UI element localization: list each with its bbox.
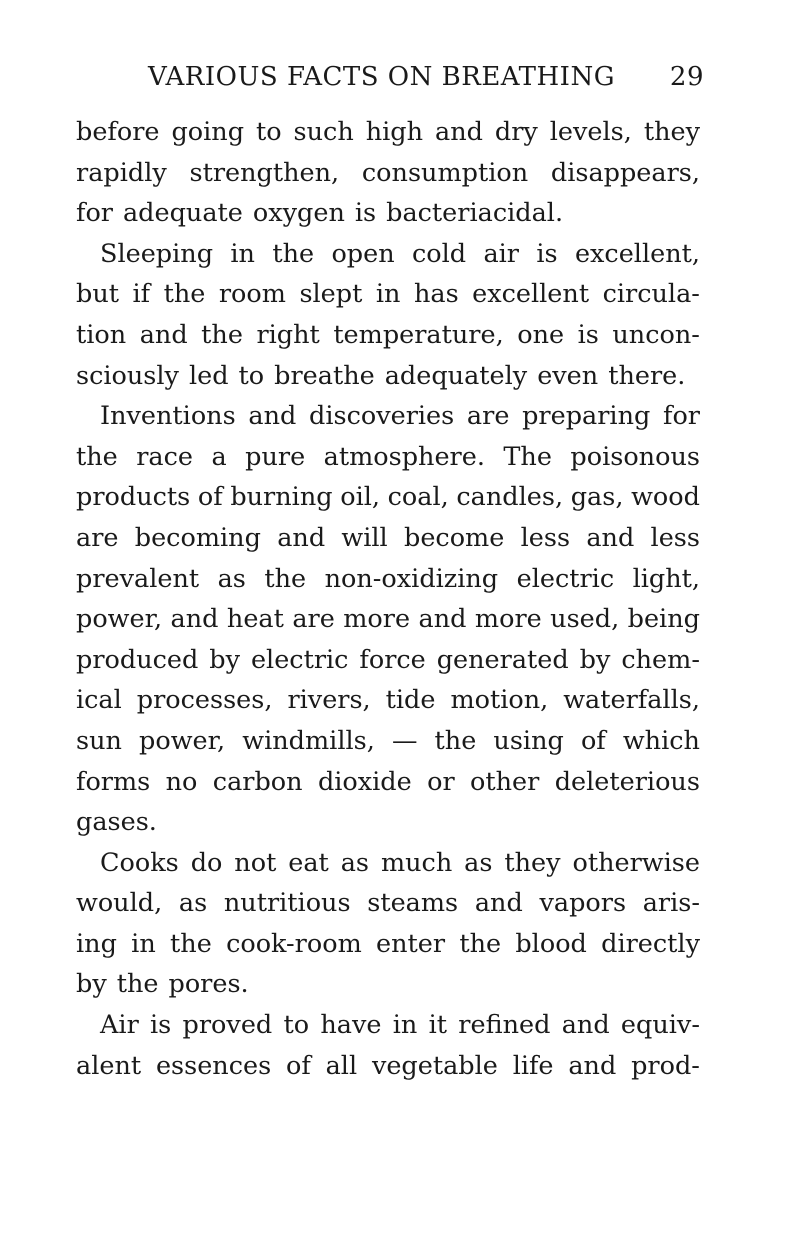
word: of [580,725,606,756]
word: prod- [631,1050,700,1081]
word: in [230,238,255,269]
word: such [293,117,354,147]
word: other [470,766,540,797]
word: rapidly [76,157,167,188]
word: no [165,766,198,797]
word: blood [515,928,587,959]
word: windmills, [242,725,375,756]
word: used, [550,604,620,635]
word: products [76,482,191,513]
text-line [76,356,700,397]
word: sciously [76,360,179,391]
word: proved [182,1010,273,1041]
word: by [76,969,107,1000]
word: waterfalls, [563,685,700,716]
word: the [201,319,243,350]
word: electric [250,644,349,675]
word: more [474,604,542,635]
text-line [76,315,700,356]
word: being [627,604,700,635]
word: power, [139,725,226,756]
text-line [76,112,700,153]
word: produced [76,644,199,675]
word: power, [76,604,163,635]
word: high [365,117,424,147]
word: motion, [450,685,549,716]
word: deleterious [554,766,700,797]
word: open [331,238,395,269]
word: strengthen, [189,157,340,188]
word: the [272,238,315,269]
word: as [217,563,246,594]
word: it [428,1010,448,1041]
word: dioxide [317,766,412,797]
word: in [392,1010,418,1041]
word: would, [76,888,163,919]
text-line [76,843,700,884]
word: tion [76,319,127,350]
text-line [76,964,700,1005]
word: candles, [456,482,564,513]
word: excellent [472,279,590,310]
word: by [209,644,240,675]
word: gas, [570,482,624,513]
word: and [418,604,467,635]
word: as [340,847,370,878]
word: refined [458,1010,551,1041]
word: prevalent [76,563,200,594]
text-line [76,680,700,721]
word: vapors [539,888,627,919]
word: discoveries [309,401,455,432]
word: they [643,117,700,147]
word: otherwise [572,847,700,878]
word: much [380,847,453,878]
word: and [277,522,326,553]
word: consumption [361,157,529,188]
word: non-oxidizing [324,563,499,594]
word: and [435,117,483,147]
word: and [474,888,523,919]
word: the [116,969,159,1000]
body-text [76,112,700,1086]
word: Inventions [100,401,236,432]
word: and [561,1010,610,1041]
word: aris- [642,888,700,919]
word: and [586,522,635,553]
word: essences [155,1050,272,1081]
word: in [131,928,156,959]
word: excellent, [574,238,700,269]
word: carbon [212,766,303,797]
word: or [427,766,455,797]
word: by [579,644,611,675]
word: the [170,928,212,959]
word: the [163,279,206,310]
word: ing [76,928,117,959]
word: pores. [168,969,249,1000]
word: life [512,1050,554,1081]
word: coal, [387,482,449,513]
word: for [663,401,700,432]
word: are [292,604,335,635]
word: the [459,928,502,959]
text-line [76,762,700,803]
word: cold [411,238,467,269]
word: is [354,198,377,229]
word: going [171,117,245,147]
word: if [132,279,151,310]
word: levels, [549,117,632,147]
word: of [197,482,223,513]
word: before [76,117,160,147]
word: air [483,238,520,269]
word: poisonous [570,441,700,472]
word: preparing [522,401,651,432]
text-line [76,153,700,194]
word: cook-room [226,928,362,959]
word: ical [76,685,122,716]
word: the [264,563,307,594]
word: vegetable [371,1050,498,1081]
word: right [256,319,320,350]
word: forms [76,766,151,797]
word: and [170,604,219,635]
word: to [238,360,265,391]
word: light, [632,563,700,594]
word: and [139,319,188,350]
word: burning [230,482,333,513]
word: have [320,1010,382,1041]
text-line [76,559,700,600]
word: which [622,725,700,756]
word: of [286,1050,311,1081]
word: all [325,1050,358,1081]
running-head [76,62,704,98]
text-line [76,721,700,762]
word: do [190,847,223,878]
word: directly [601,928,700,959]
word: processes, [136,685,273,716]
text-line [76,599,700,640]
word: a [211,441,227,472]
word: bacteriacidal. [386,198,564,229]
word: as [464,847,493,878]
word: the [76,441,118,472]
word: and [568,1050,617,1081]
word: circula- [602,279,700,310]
word: less [520,522,571,553]
word: electric [516,563,615,594]
word: race [136,441,193,472]
word: generated [436,644,569,675]
word: gases. [76,807,157,838]
word: rivers, [287,685,371,716]
word: even [537,360,599,391]
word: sun [76,725,122,756]
word: breathe [274,360,375,391]
word: using [493,725,564,756]
word: less [650,522,700,553]
word: adequate [122,198,243,229]
word: is [577,319,599,350]
word: adequately [384,360,528,391]
word: pure [245,441,306,472]
word: nutritious [223,888,351,919]
word: are [76,522,119,553]
text-line [76,924,700,965]
text-line [76,437,700,478]
word: Sleeping [100,238,214,269]
word: there. [608,360,686,391]
word: Air [100,1010,139,1041]
page-number: 29 [669,62,704,92]
word: temperature, [333,319,504,350]
word: become [404,522,505,553]
text-line [76,802,700,843]
word: to [283,1010,310,1041]
word: steams [367,888,459,919]
word: in [375,279,401,310]
word: The [503,441,552,472]
word: for [76,198,113,229]
word: and [248,401,297,432]
text-line [76,518,700,559]
word: slept [299,279,363,310]
word: to [255,117,282,147]
text-line [76,477,700,518]
word: tide [385,685,436,716]
word: — [391,725,418,756]
text-line [76,883,700,924]
word: is [150,1010,172,1041]
word: led [188,360,229,391]
word: the [434,725,477,756]
word: force [359,644,426,675]
word: more [343,604,411,635]
text-line [76,640,700,681]
word: oxygen [252,198,345,229]
word: but [76,279,119,310]
word: wood [631,482,700,513]
text-line [76,234,700,275]
word: not [234,847,277,878]
word: alent [76,1050,142,1081]
word: Cooks [100,847,179,878]
word: chem- [621,644,700,675]
word: eat [288,847,329,878]
word: enter [376,928,446,959]
word: they [504,847,561,878]
word: equiv- [620,1010,700,1041]
word: will [341,522,388,553]
word: disappears, [550,157,700,188]
word: oil, [340,482,380,513]
word: uncon- [612,319,700,350]
word: room [218,279,286,310]
word: are [466,401,510,432]
text-line [76,1005,700,1046]
word: has [413,279,459,310]
word: is [536,238,558,269]
word: one [517,319,565,350]
text-line [76,1046,700,1087]
word: atmosphere. [323,441,485,472]
text-line [76,396,700,437]
text-line [76,274,700,315]
word: dry [494,117,538,147]
word: heat [226,604,284,635]
text-line [76,193,700,234]
word: becoming [134,522,261,553]
running-title: VARIOUS FACTS ON BREATHING [148,62,615,92]
word: as [178,888,208,919]
